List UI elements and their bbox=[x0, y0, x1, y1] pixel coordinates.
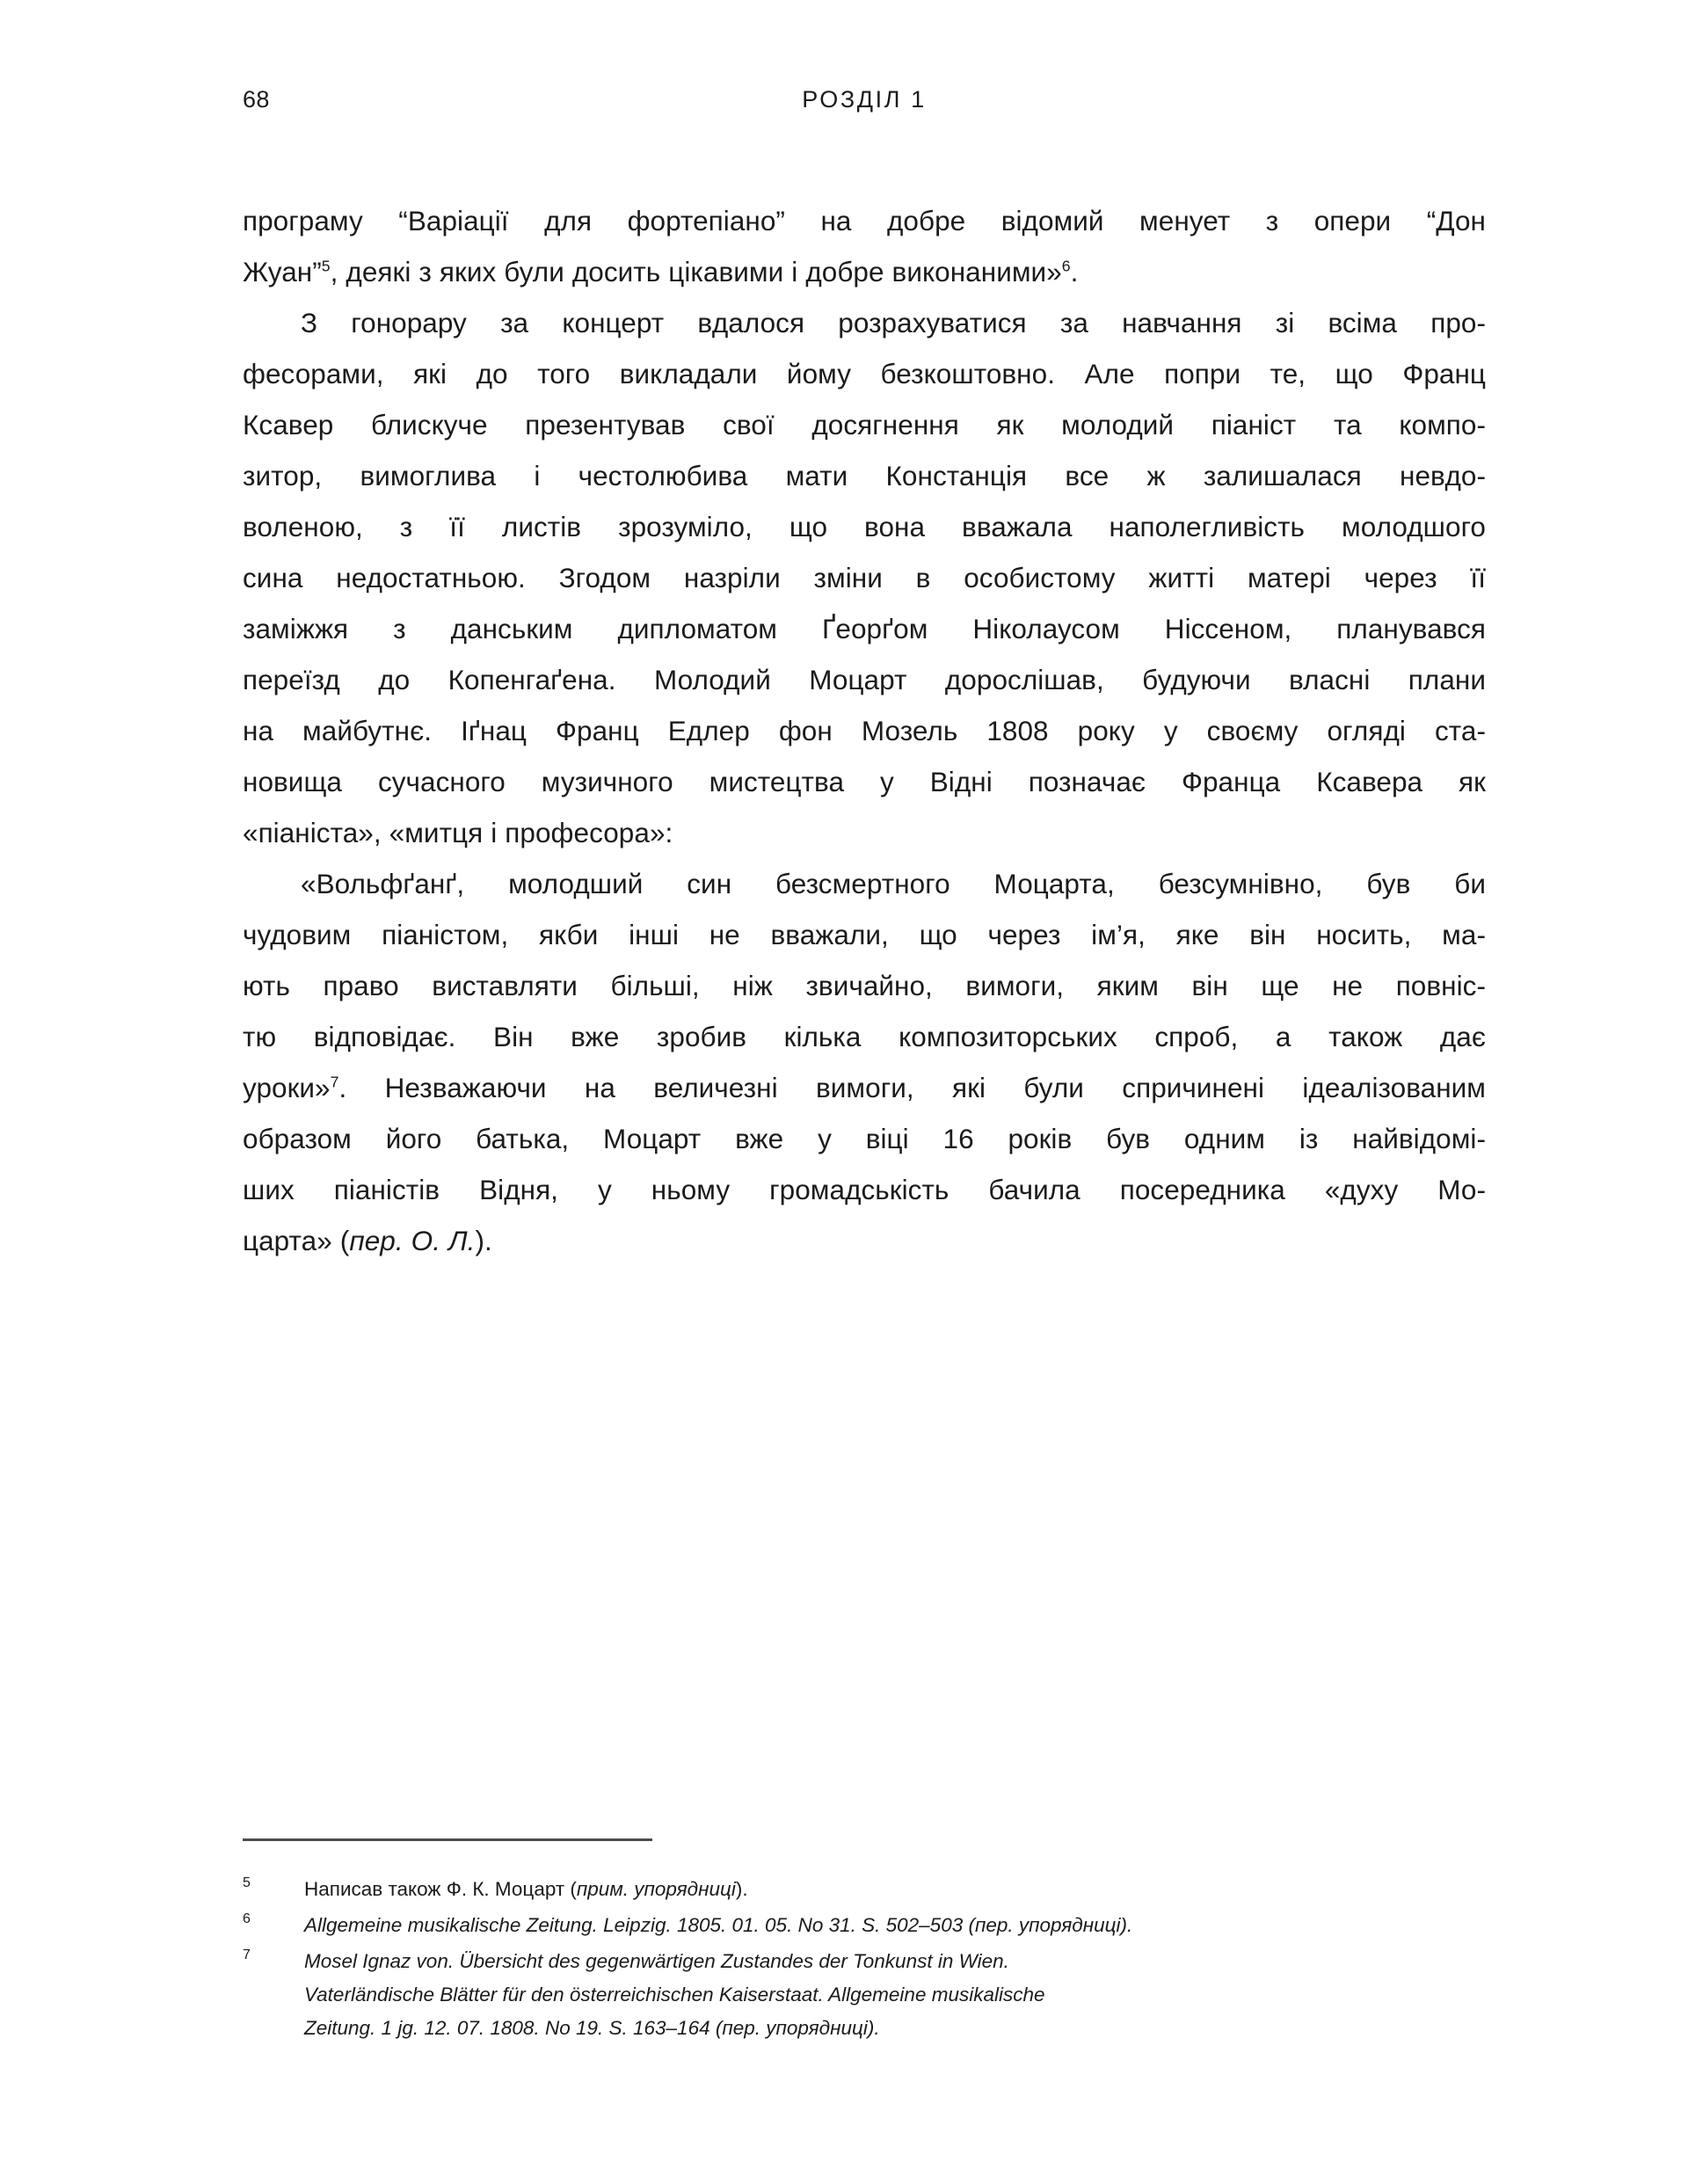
line-text: царта» ( bbox=[243, 1225, 350, 1256]
footnote-text bbox=[304, 1945, 1486, 2045]
text-line: «Вольфґанґ, молодший син безсмертного Моцарта, безсумнівно, був би bbox=[301, 868, 1486, 899]
chapter-title: РОЗДІЛ 1 bbox=[802, 86, 927, 113]
footnote-text bbox=[304, 1873, 1486, 1906]
footnote-marker: 6 bbox=[243, 1911, 251, 1926]
footnote-marker: 7 bbox=[243, 1947, 251, 1962]
text-line: З гонорару за концерт вдалося розрахуватися за навчання зі всіма про- bbox=[301, 307, 1486, 339]
text-line: Ксавер блискуче презентував свої досягнення як молодий піаніст та компо- bbox=[243, 409, 1486, 440]
translator-credit: пер. О. Л. bbox=[349, 1225, 476, 1256]
footnote-plain: Написав також Ф. К. Моцарт ( bbox=[304, 1878, 577, 1900]
text-line: програму “Варіації для фортепіано” на добре відомий менует з опери “Дон bbox=[243, 205, 1486, 237]
text-line: на майбутнє. Іґнац Франц Едлер фон Мозель 1808 року у своєму огляді ста- bbox=[243, 715, 1486, 746]
footnote-italic: Allgemeine musikalische Zeitung. Leipzig. 1805. 01. 05. No 31. S. 502–503 (пер. упорядниці). bbox=[304, 1914, 1133, 1936]
footnote-7 bbox=[243, 1945, 1486, 2045]
line-text: , деякі з яких були досить цікавими і добре виконаними» bbox=[330, 256, 1062, 288]
text-line: чудовим піаністом, якби інші не вважали, що через ім’я, яке він носить, ма- bbox=[243, 919, 1486, 950]
text-line: фесорами, які до того викладали йому безкоштовно. Але попри те, що Франц bbox=[243, 358, 1486, 389]
page-number: 68 bbox=[243, 86, 270, 113]
footnote-5 bbox=[243, 1873, 1486, 1906]
footnote-plain: ). bbox=[735, 1878, 748, 1900]
footnote-ref-7[interactable]: 7 bbox=[330, 1073, 339, 1091]
running-head bbox=[243, 86, 1486, 121]
text-line: новища сучасного музичного мистецтва у Відні позначає Франца Ксавера як bbox=[243, 766, 1486, 797]
footnote-marker: 5 bbox=[243, 1875, 251, 1890]
paragraph-quotation bbox=[243, 858, 1486, 1266]
line-text: . bbox=[1070, 256, 1079, 288]
paragraph-honorarium bbox=[243, 297, 1486, 858]
text-line: образом його батька, Моцарт вже у віці 16 років був одним із найвідомі- bbox=[243, 1123, 1486, 1154]
footnote-line: Vaterländische Blätter für den österreichischen Kaiserstaat. Allgemeine musikalische bbox=[304, 1984, 1045, 2006]
text-line: заміжжя з данським дипломатом Ґеорґом Ніколаусом Ніссеном, планувався bbox=[243, 613, 1486, 644]
text-line: ють право виставляти більші, ніж звичайно, вимоги, яким він ще не повніс- bbox=[243, 970, 1486, 1001]
line-text: Жуан” bbox=[243, 256, 322, 288]
footnote-ref-5[interactable]: 5 bbox=[321, 257, 331, 275]
text-line: воленою, з її листів зрозуміло, що вона вважала наполегливість молодшого bbox=[243, 511, 1486, 542]
text-line: сина недостатньою. Згодом назріли зміни в особистому житті матері через її bbox=[243, 562, 1486, 593]
line-text: ). bbox=[475, 1225, 492, 1256]
text-line: ших піаністів Відня, у ньому громадськість бачила посередника «духу Мо- bbox=[243, 1174, 1486, 1205]
footnote-6 bbox=[243, 1909, 1486, 1942]
footnote-italic: прим. упорядниці bbox=[576, 1878, 736, 1900]
footnotes-block bbox=[243, 1873, 1486, 2048]
text-line: тю відповідає. Він вже зробив кілька композиторських спроб, а також дає bbox=[243, 1021, 1486, 1052]
body-text bbox=[243, 195, 1486, 1266]
text-line bbox=[243, 1215, 1486, 1266]
footnote-ref-6[interactable]: 6 bbox=[1061, 257, 1071, 275]
footnote-line: Zeitung. 1 jg. 12. 07. 1808. No 19. S. 163–164 (пер. упорядниці). bbox=[304, 2017, 880, 2039]
text-line: «піаніста», «митця і професора»: bbox=[243, 817, 673, 848]
line-text: . Незважаючи на величезні вимоги, які були спричинені ідеалізованим bbox=[338, 1072, 1486, 1103]
text-line: зитор, вимоглива і честолюбива мати Констанція все ж залишалася невдо- bbox=[243, 460, 1486, 491]
text-line bbox=[243, 246, 1486, 297]
text-line: переїзд до Копенгаґена. Молодий Моцарт дорослішав, будуючи власні плани bbox=[243, 664, 1486, 695]
footnote-separator bbox=[243, 1838, 652, 1841]
text-line bbox=[243, 1062, 1486, 1113]
paragraph-continued bbox=[243, 195, 1486, 297]
line-text: уроки» bbox=[243, 1072, 331, 1103]
footnote-line: Mosel Ignaz von. Übersicht des gegenwärtigen Zustandes der Tonkunst in Wien. bbox=[304, 1950, 1009, 1972]
footnote-text bbox=[304, 1909, 1486, 1942]
